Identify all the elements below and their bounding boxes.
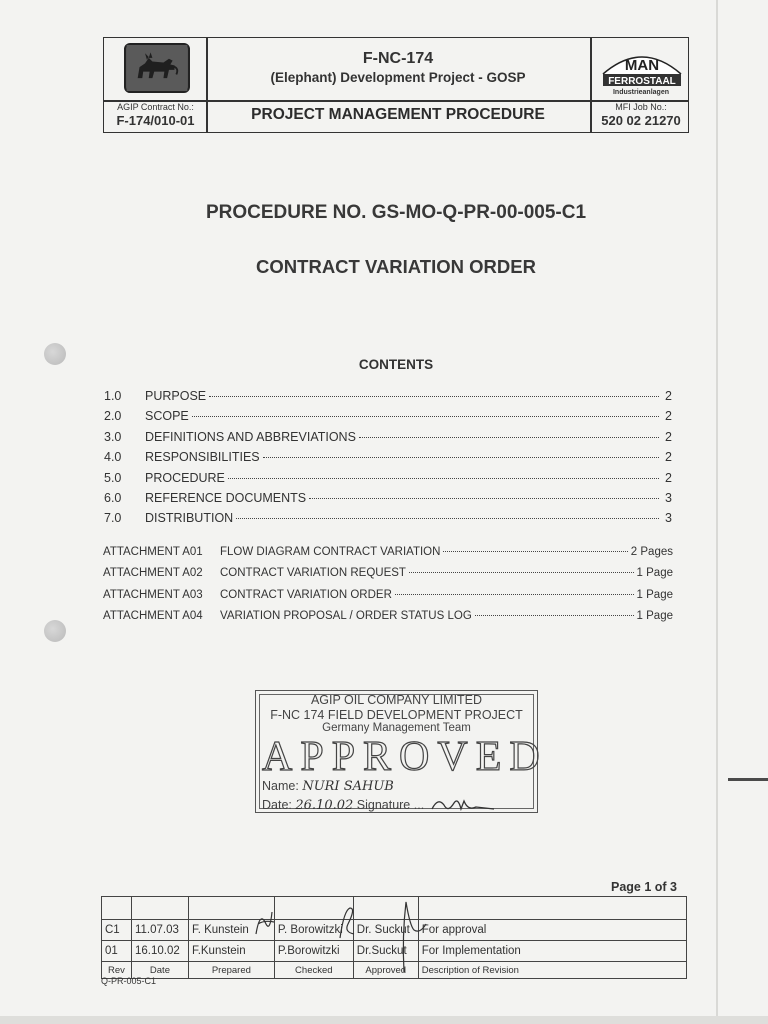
man-logo-text: MAN xyxy=(624,57,660,74)
page-edge xyxy=(716,0,718,1024)
document-title: CONTRACT VARIATION ORDER xyxy=(256,256,536,277)
approved-signature xyxy=(396,896,432,976)
toc-leader xyxy=(359,437,659,438)
toc-entry[interactable] xyxy=(104,450,672,470)
toc-number: 7.0 xyxy=(104,511,122,526)
toc-page: 2 xyxy=(665,409,672,424)
toc-page: 2 xyxy=(665,429,672,444)
stamp-project: F-NC 174 FIELD DEVELOPMENT PROJECT xyxy=(270,708,523,722)
toc-page: 2 xyxy=(665,470,672,485)
attachment-entry[interactable] xyxy=(103,589,673,610)
date-cell: 16.10.02 xyxy=(131,941,188,962)
mfi-job-number: 520 02 21270 xyxy=(601,113,681,128)
rev-cell: 01 xyxy=(102,941,132,962)
approved-cell: Dr.Suckut xyxy=(353,941,418,962)
attachment-title: CONTRACT VARIATION ORDER xyxy=(220,588,392,601)
toc-entry[interactable] xyxy=(104,430,672,450)
contents-heading: CONTENTS xyxy=(358,357,434,372)
toc-number: 3.0 xyxy=(104,429,122,444)
document-type: PROJECT MANAGEMENT PROCEDURE xyxy=(251,106,545,123)
toc-title: RESPONSIBILITIES xyxy=(145,450,260,465)
project-name: (Elephant) Development Project - GOSP xyxy=(270,70,526,85)
stamp-approved: APPROVED xyxy=(262,734,548,780)
stamp-signature-label: Signature xyxy=(356,798,411,812)
revision-table xyxy=(101,896,687,979)
scan-mark xyxy=(728,778,768,781)
prepared-cell: F. Kunstein xyxy=(188,920,274,941)
man-ferrostaal-logo xyxy=(595,44,689,88)
checked-signature xyxy=(334,904,360,940)
toc-leader xyxy=(228,478,659,479)
page-indicator: Page 1 of 3 xyxy=(611,880,677,894)
attachment-leader xyxy=(443,551,627,552)
document-header xyxy=(103,37,689,133)
attachment-leader xyxy=(409,572,634,573)
table-of-contents xyxy=(104,389,672,532)
attachment-leader xyxy=(475,615,634,616)
toc-entry[interactable] xyxy=(104,491,672,511)
page-bottom-edge xyxy=(0,1016,768,1024)
checked-cell: P.Borowitzki xyxy=(274,941,353,962)
toc-page: 2 xyxy=(665,450,672,465)
toc-leader xyxy=(263,457,659,458)
attachment-id: ATTACHMENT A02 xyxy=(103,567,203,580)
rev-cell: C1 xyxy=(102,920,132,941)
attachment-pages: 2 Pages xyxy=(630,546,673,558)
table-row xyxy=(102,920,687,941)
description-cell: For approval xyxy=(418,920,686,941)
eni-dog-logo xyxy=(124,43,190,93)
approved-cell: Dr. Suckut xyxy=(353,920,418,941)
punch-hole xyxy=(44,620,66,642)
prepared-signature xyxy=(252,906,276,938)
toc-leader xyxy=(236,518,659,519)
stamp-team: Germany Management Team xyxy=(322,722,471,734)
description-cell: For Implementation xyxy=(418,941,686,962)
toc-title: DISTRIBUTION xyxy=(145,511,234,526)
toc-number: 2.0 xyxy=(104,409,122,424)
toc-leader xyxy=(192,416,659,417)
toc-entry[interactable] xyxy=(104,389,672,409)
attachment-title: FLOW DIAGRAM CONTRACT VARIATION xyxy=(220,546,441,558)
toc-number: 5.0 xyxy=(104,470,122,485)
attachment-entry[interactable] xyxy=(103,567,673,588)
agip-contract-label: AGIP Contract No.: xyxy=(117,102,194,112)
attachment-entry[interactable] xyxy=(103,610,673,631)
toc-title: DEFINITIONS AND ABBREVIATIONS xyxy=(145,429,356,444)
stamp-name-value: NURI SAHUB xyxy=(302,779,394,794)
prepared-cell: F.Kunstein xyxy=(188,941,274,962)
approval-stamp xyxy=(255,690,548,813)
toc-title: PURPOSE xyxy=(145,389,207,403)
table-row xyxy=(102,941,687,962)
toc-entry[interactable] xyxy=(104,471,672,491)
attachment-title: VARIATION PROPOSAL / ORDER STATUS LOG xyxy=(220,609,472,622)
approved-header: Approved xyxy=(353,962,418,979)
toc-title: REFERENCE DOCUMENTS xyxy=(145,490,307,505)
toc-number: 4.0 xyxy=(104,450,122,465)
attachment-title: CONTRACT VARIATION REQUEST xyxy=(220,567,406,580)
toc-entry[interactable] xyxy=(104,511,672,531)
footer-code: Q-PR-005-C1 xyxy=(101,976,157,986)
toc-number: 6.0 xyxy=(104,490,122,505)
attachment-id: ATTACHMENT A01 xyxy=(103,546,203,558)
project-code: F-NC-174 xyxy=(362,50,434,67)
rev-header: Rev xyxy=(102,962,132,979)
stamp-company: AGIP OIL COMPANY LIMITED xyxy=(310,693,483,707)
toc-entry[interactable] xyxy=(104,409,672,429)
toc-number: 1.0 xyxy=(104,389,122,403)
stamp-date-value: 26.10.02 xyxy=(295,798,354,813)
attachment-entry[interactable] xyxy=(103,546,673,567)
attachment-id: ATTACHMENT A03 xyxy=(103,588,203,601)
toc-title: SCOPE xyxy=(145,409,189,424)
date-cell: 11.07.03 xyxy=(131,920,188,941)
toc-page: 2 xyxy=(665,389,672,403)
attachment-leader xyxy=(395,594,634,595)
checked-cell: P. Borowitzki xyxy=(274,920,353,941)
ferrostaal-logo-text: FERROSTAAL xyxy=(608,76,676,87)
checked-header: Checked xyxy=(274,962,353,979)
toc-title: PROCEDURE xyxy=(145,470,225,485)
stamp-name-line xyxy=(262,779,394,794)
procedure-number: PROCEDURE NO. GS-MO-Q-PR-00-005-C1 xyxy=(205,202,587,223)
attachment-pages: 1 Page xyxy=(636,588,673,601)
attachments-list xyxy=(103,546,673,631)
toc-page: 3 xyxy=(665,511,672,526)
man-subtitle: Industrieanlagen xyxy=(612,89,669,96)
toc-leader xyxy=(209,396,659,397)
stamp-date-line: Date: 26.10.02 Signature ... xyxy=(262,795,498,815)
stamp-name-label: Name: xyxy=(262,779,299,793)
attachment-pages: 1 Page xyxy=(636,609,673,622)
agip-contract-number: F-174/010-01 xyxy=(116,113,195,128)
table-row xyxy=(102,897,687,920)
toc-page: 3 xyxy=(665,490,672,505)
toc-leader xyxy=(309,498,659,499)
table-header-row xyxy=(102,962,687,979)
mfi-job-label: MFI Job No.: xyxy=(615,102,667,112)
description-header: Description of Revision xyxy=(418,962,686,979)
attachment-id: ATTACHMENT A04 xyxy=(103,609,203,622)
attachment-pages: 1 Page xyxy=(636,567,673,580)
prepared-header: Prepared xyxy=(188,962,274,979)
date-header: Date xyxy=(131,962,188,979)
stamp-date-label: Date: xyxy=(262,798,292,812)
stamp-signature xyxy=(428,795,498,815)
